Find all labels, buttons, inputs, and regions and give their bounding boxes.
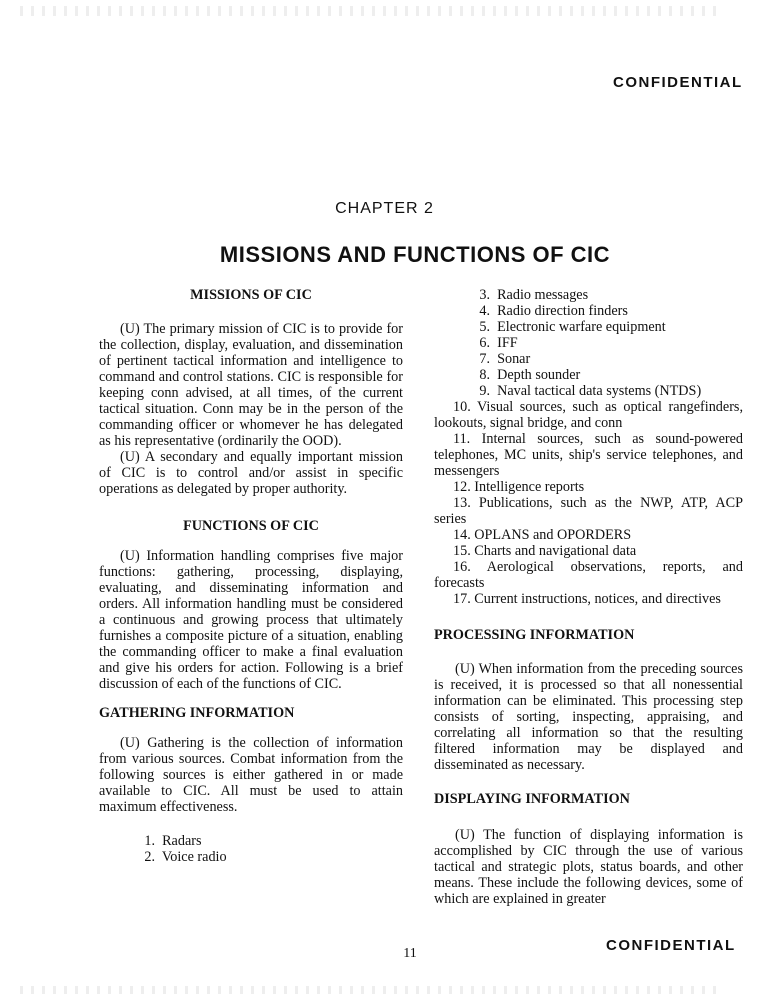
functions-heading: FUNCTIONS OF CIC [183, 518, 319, 534]
missions-paragraph-1: (U) The primary mission of CIC is to provide for the collection, display, evaluation, and dissemination of pertinent tactical information and intelligence to command and control stations. CIC is responsible for keeping conn advised, at all times, of the current tactical situation. Conn may be in the person of the commanding officer or whomever he has delegated as his representative (ordinarily the OOD). [99, 321, 403, 449]
chapter-title: MISSIONS AND FUNCTIONS OF CIC [219, 242, 611, 267]
list-item: 15. Charts and navigational data [453, 543, 637, 559]
list-item: 5. Electronic warfare equipment [479, 319, 666, 335]
scan-artifact-top [20, 6, 720, 16]
gathering-paragraph-1: (U) Gathering is the collection of information from various sources. Combat information from the following sources is either gathered in or made available to CIC. All must be used to attain maximum effectiveness. [99, 735, 403, 815]
functions-paragraph-1: (U) Information handling comprises five major functions: gathering, processing, displaying, evaluating, and disseminating information and orders. All information handling must be considered a continuous and growing process that ultimately furnishes a composite picture of a situation, enabling the commanding officer to make a final evaluation and give his orders for action. Following is a brief discussion of each of the functions of CIC. [99, 548, 403, 692]
list-item: 6. IFF [479, 335, 518, 351]
list-item: 4. Radio direction finders [479, 303, 628, 319]
displaying-heading: DISPLAYING INFORMATION [434, 791, 630, 807]
list-item: 11. Internal sources, such as sound-powered telephones, MC units, ship's service telephones, and messengers [434, 431, 743, 479]
list-item: 7. Sonar [479, 351, 531, 367]
right-column [434, 287, 743, 907]
displaying-paragraph-1: (U) The function of displaying information is accomplished by CIC through the use of various tactical and strategic plots, status boards, and other means. These include the following devices, some of which are explained in greater [434, 827, 743, 907]
list-item: 3. Radio messages [479, 287, 589, 303]
processing-paragraph-1: (U) When information from the preceding sources is received, it is processed so that all nonessential information can be eliminated. This processing step consists of sorting, inspecting, appraising, and correlating all information so that the resulting filtered information may be displayed and disseminated as necessary. [434, 661, 743, 773]
classification-header: CONFIDENTIAL [613, 74, 743, 91]
gathering-heading: GATHERING INFORMATION [99, 705, 295, 721]
list-item: 12. Intelligence reports [453, 479, 585, 495]
scan-artifact-bottom [20, 986, 720, 994]
processing-heading: PROCESSING INFORMATION [434, 627, 635, 643]
missions-paragraph-2: (U) A secondary and equally important mission of CIC is to control and/or assist in specific operations as delegated by proper authority. [99, 449, 403, 497]
list-item: 8. Depth sounder [479, 367, 581, 383]
chapter-label: CHAPTER 2 [335, 200, 434, 217]
list-item: 14. OPLANS and OPORDERS [453, 527, 632, 543]
list-item: 1. Radars [144, 833, 202, 849]
left-column [99, 287, 403, 865]
list-item: 10. Visual sources, such as optical rangefinders, lookouts, signal bridge, and conn [434, 399, 743, 431]
list-item: 13. Publications, such as the NWP, ATP, ACP series [434, 495, 743, 527]
classification-footer: CONFIDENTIAL [606, 937, 736, 954]
list-item: 17. Current instructions, notices, and directives [453, 591, 721, 607]
list-item: 2. Voice radio [144, 849, 227, 865]
missions-heading: MISSIONS OF CIC [190, 287, 312, 303]
list-item: 9. Naval tactical data systems (NTDS) [479, 383, 702, 399]
list-item: 16. Aerological observations, reports, and forecasts [434, 559, 743, 591]
page-number: 11 [403, 946, 417, 961]
